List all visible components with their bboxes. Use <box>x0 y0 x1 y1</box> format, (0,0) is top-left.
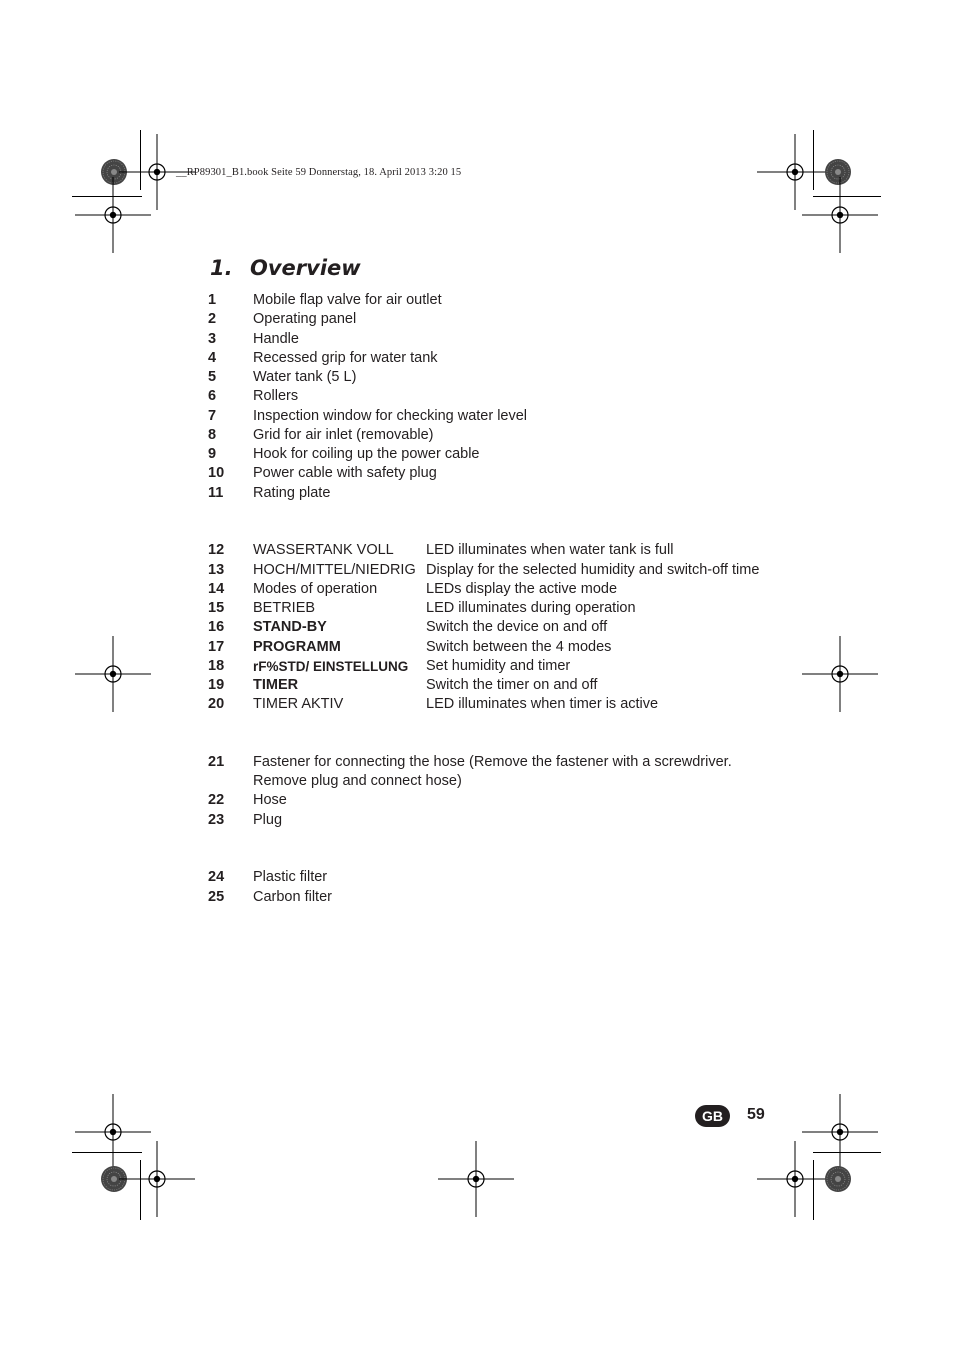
item-number: 10 <box>208 465 225 481</box>
item-number: 5 <box>208 369 217 385</box>
item-label: Inspection window for checking water level <box>253 408 528 424</box>
item-label: rF%STD/ EINSTELLUNG <box>253 659 409 674</box>
item-description: LED illuminates when water tank is full <box>426 542 674 558</box>
item-label: Recessed grip for water tank <box>253 350 438 366</box>
item-number: 18 <box>208 658 225 674</box>
item-number: 15 <box>208 600 225 616</box>
item-label: TIMER <box>253 677 299 693</box>
item-description: Switch the device on and off <box>426 619 608 635</box>
item-number: 17 <box>208 639 225 655</box>
item-label: Hook for coiling up the power cable <box>253 446 480 462</box>
item-label: Operating panel <box>253 311 357 327</box>
item-label: Power cable with safety plug <box>253 465 437 481</box>
item-number: 7 <box>208 408 217 424</box>
item-number: 6 <box>208 388 217 404</box>
item-number: 11 <box>208 485 224 501</box>
item-label: Rating plate <box>253 485 331 501</box>
item-number: 16 <box>208 619 225 635</box>
item-label: Mobile flap valve for air outlet <box>253 292 442 308</box>
item-label: TIMER AKTIV <box>253 696 344 712</box>
item-number: 21 <box>208 754 225 770</box>
item-number: 12 <box>208 542 225 558</box>
item-label: WASSERTANK VOLL <box>253 542 394 558</box>
section-number: 1. <box>210 256 233 280</box>
item-number: 22 <box>208 792 225 808</box>
section-title-text: Overview <box>250 256 361 280</box>
item-number: 20 <box>208 696 225 712</box>
item-number: 19 <box>208 677 225 693</box>
item-label: Rollers <box>253 388 299 404</box>
item-label: Modes of operation <box>253 581 378 597</box>
item-number: 14 <box>208 581 225 597</box>
item-description: LED illuminates when timer is active <box>426 696 659 712</box>
item-number: 4 <box>208 350 217 366</box>
item-number: 24 <box>208 869 225 885</box>
page-number: 59 <box>747 1106 765 1123</box>
item-number: 23 <box>208 812 225 828</box>
item-number: 9 <box>208 446 217 462</box>
item-description: Set humidity and timer <box>426 658 571 674</box>
item-number: 13 <box>208 562 225 578</box>
item-number: 1 <box>208 292 217 308</box>
item-number: 3 <box>208 331 217 347</box>
item-label: BETRIEB <box>253 600 316 616</box>
item-label: Carbon filter <box>253 889 332 905</box>
item-label: Fastener for connecting the hose (Remove the fastener with a screwdriver. Remove plug and connect hose) <box>253 754 732 790</box>
item-description: Switch between the 4 modes <box>426 639 612 655</box>
file-info-header: __RP89301_B1.book Seite 59 Donnerstag, 18. April 2013 3:20 15 <box>176 167 462 178</box>
item-label: Hose <box>253 792 287 808</box>
item-number: 8 <box>208 427 217 443</box>
item-label: PROGRAMM <box>253 639 341 655</box>
item-label: Handle <box>253 331 299 347</box>
item-label: Plug <box>253 812 283 828</box>
item-description: LEDs display the active mode <box>426 581 618 597</box>
item-label: Water tank (5 L) <box>253 369 357 385</box>
section-title <box>210 256 361 280</box>
item-label: HOCH/MITTEL/NIEDRIG <box>253 562 416 578</box>
item-number: 2 <box>208 311 217 327</box>
item-number: 25 <box>208 889 225 905</box>
item-description: LED illuminates during operation <box>426 600 636 616</box>
item-label: STAND-BY <box>253 619 327 635</box>
item-label: Plastic filter <box>253 869 328 885</box>
language-badge: GB <box>695 1105 730 1127</box>
item-description: Switch the timer on and off <box>426 677 598 693</box>
item-description: Display for the selected humidity and switch-off time <box>426 562 760 578</box>
item-label: Grid for air inlet (removable) <box>253 427 434 443</box>
